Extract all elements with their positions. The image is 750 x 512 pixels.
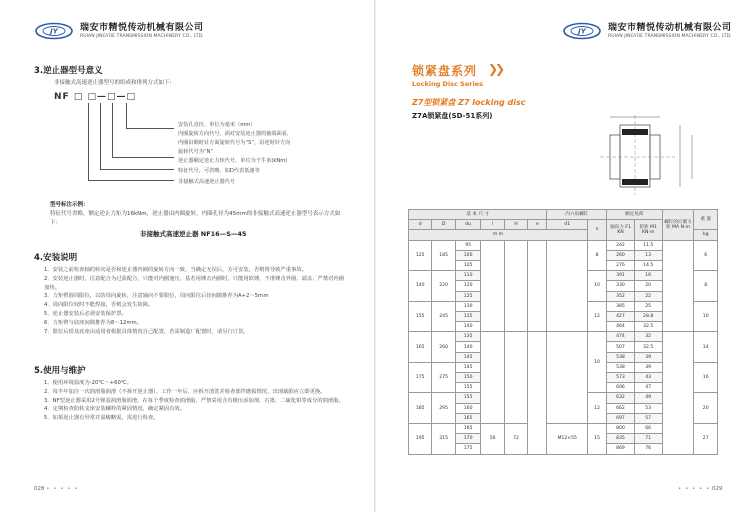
example-code: 非接触式高速逆止器 NF16—S—45 [140,230,247,238]
header-weight: 重 量 [694,210,718,230]
table-cell: 315 [432,423,455,454]
list-item: 4．周向限位铰时不能焊接，否则会发生故障。 [44,302,154,309]
table-cell: 16 [634,271,662,281]
table-cell: 145 [455,352,481,362]
table-cell: 275 [432,362,455,393]
table-cell: 15 [587,423,606,454]
list-item: 6．力矩臂与底座间隙推荐为8～12mm。 [44,319,142,326]
list-item: 1．使用环境温度为-20℃～+60℃。 [44,380,133,386]
table-cell: 10 [587,271,606,302]
table-cell: 835 [607,434,635,444]
table-cell: 14 [694,332,718,363]
table-cell [547,240,587,332]
table-cell: 330 [607,281,635,291]
table-cell: 352 [607,291,635,301]
table-cell [481,240,504,332]
table-cell [662,240,694,332]
company-name-cn: 瑞安市精悦传动机械有限公司 [80,22,204,33]
list-item: 5．如果逆止器有异常并温峻略需，需进行检查。 [44,415,159,422]
table-cell: 120 [455,281,481,291]
section3-intro: 非接触式高速逆止器型号的组成和排列方式如下: [54,80,172,86]
section4-list [44,266,344,336]
company-name-cn: 瑞安市精悦传动机械有限公司 [608,22,732,33]
table-cell: 155 [409,301,432,332]
spec-table-body [409,240,718,454]
brand-header-left [34,22,204,40]
unit-row: m m [409,230,588,240]
table-cell: 427 [607,311,635,321]
list-item: 5．逆止器安装后必须安装保护罩。 [44,310,127,317]
col-header: d [409,220,432,230]
page-number: 029 [711,486,723,492]
code-line: 内圈沿顺时针方面旋转代号为“S”，沿逆时针方向 [178,140,291,146]
table-cell: 155 [455,393,481,403]
type-subtitle: Z7A锁紧盘(SD-51系列) [412,112,493,120]
table-cell: 25 [634,301,662,311]
col-header: d1 [547,220,587,230]
col-header: D [432,220,455,230]
table-cell: 47 [634,383,662,393]
table-cell: 385 [607,301,635,311]
example-title: 型号标注示例： [50,202,89,208]
page-number-left [34,486,78,492]
table-cell: 464 [607,322,635,332]
table-cell: 20 [634,281,662,291]
table-cell: 100 [455,250,481,260]
spec-table [408,209,718,455]
table-cell: 76 [634,444,662,454]
list-item: 2．每半年加注一次润滑脂润滑（不拆开逆止器），工作一年后，应拆开清洗并检查部件磨损情况，出现缺陷应立即更换。 [44,388,326,395]
table-cell: 538 [607,362,635,372]
table-cell: M12×55 [547,423,587,454]
code-line: 内圈旋转方向代号，面对安装逆止器的轴端面看， [178,131,293,137]
table-cell: 57 [634,413,662,423]
table-cell: 140 [455,342,481,352]
table-cell: 507 [607,342,635,352]
table-cell: 135 [455,332,481,342]
table-cell: 140 [409,271,432,302]
table-cell [662,332,694,454]
table-cell: 260 [607,250,635,260]
table-cell: 185 [432,240,455,271]
table-cell: 27 [694,423,718,454]
table-cell: 13 [634,250,662,260]
series-title-cn: 锁紧盘系列 [412,64,478,78]
table-cell: 391 [607,271,635,281]
table-cell: 28.8 [634,311,662,321]
table-cell: 125 [455,291,481,301]
table-cell: 11.5 [634,240,662,250]
list-item: 4．定期检查防转支座安装螺栓的紧固情况，确定紧固有效。 [44,406,186,413]
col-header: l [481,220,504,230]
table-cell: 260 [432,332,455,363]
table-cell [481,332,504,424]
col-header: du [455,220,481,230]
list-item: 3．NF型逆止器采用2号锂基润滑脂润滑，在每个季度检查润滑脂，严禁采用含有极压添加剂、石墨、二硫化钼等成分的润滑脂。 [44,397,344,404]
company-logo [34,22,74,40]
table-cell [504,240,527,332]
table-cell: 39 [634,352,662,362]
model-code: NF □ □—□—□ [54,92,136,102]
table-cell: 606 [607,383,635,393]
svg-text:JY: JY [50,27,58,36]
table-cell: 242 [607,240,635,250]
table-cell [528,240,547,332]
list-item: 3．力矩臂圆周限位，以防周向旋转，注意轴向不要限位，周向限位后铰间隙推荐为A+2～5mm [44,293,269,300]
type-title: Z7型锁紧盘 Z7 locking disc [412,98,526,107]
table-cell: 220 [432,271,455,302]
table-cell: 869 [607,444,635,454]
table-cell: 16 [694,362,718,393]
table-cell: 8 [587,240,606,271]
company-logo [562,22,602,40]
table-cell: 800 [607,423,635,433]
table-cell: 95 [455,240,481,250]
table-cell: 165 [455,413,481,423]
table-cell: 72 [504,423,527,454]
table-cell: 140 [455,322,481,332]
col-header: 轴向力 F1 KN [607,220,635,240]
table-cell: 6 [694,240,718,271]
code-line: 旋转代号为“N” [178,149,214,155]
page-number-right [678,486,722,492]
company-name-en: RUIAN JINGYUE TRANSMISSION MACHINERY CO., LTD. [608,33,732,39]
table-cell: 12 [587,301,606,332]
table-cell: 53 [634,403,662,413]
example-body: 特征代号省略，额定逆止力矩为16kNm，逆止器由内圈旋转，内圈孔径为45mm的非接触式高速逆止器型号表示方式如下： [50,211,341,226]
table-cell: 276 [607,260,635,270]
list-item: 2．安装逆止器时，注意配合为过盈配合，只能对内圈施压，基若用锤击内圈时，只能用软锤，不准锤击外圈、端盖、严禁对内圈加热。 [44,275,344,291]
code-line: 安装孔直径，单位为毫米（mm） [178,122,256,128]
company-name-en: RUIAN JINGYUE TRANSMISSION MACHINERY CO., LTD. [80,33,204,39]
dots-decoration: • • • • • [46,486,79,492]
table-cell: 538 [607,352,635,362]
table-cell: 105 [455,260,481,270]
col-header: e [528,220,547,230]
header-load: 额定负荷 [607,210,662,220]
table-cell: 110 [455,271,481,281]
table-cell: 22 [634,291,662,301]
table-cell: 8 [694,271,718,302]
table-cell: 632 [607,393,635,403]
left-page [0,0,374,512]
header-dims: 基 本 尺 寸 [409,210,547,220]
table-cell [528,332,547,454]
section5-title: 5.使用与维护 [34,366,86,376]
table-cell: 474 [607,332,635,342]
table-cell: 56 [481,423,504,454]
table-cell: 43 [634,373,662,383]
table-cell: 155 [455,383,481,393]
table-cell: 175 [409,362,432,393]
code-line: 逆止器额定逆止力矩代号，单位为千牛米(kNm) [178,158,288,164]
table-cell: 49 [634,393,662,403]
dots-decoration: • • • • • [678,486,711,492]
page-number: 028 [34,486,45,492]
table-cell: 20 [694,393,718,424]
table-cell: 145 [455,362,481,372]
table-cell: 66 [634,423,662,433]
table-cell: 71 [634,434,662,444]
table-cell: 662 [607,403,635,413]
table-cell: 150 [455,373,481,383]
weight-unit: kg [694,230,718,240]
table-cell: 32 [634,332,662,342]
series-title-en: Locking Disc Series [412,80,483,88]
section3-title: 3.逆止器型号意义 [34,66,103,76]
table-cell: 170 [455,434,481,444]
chevron-right-icon: ❯❯ [488,62,503,76]
table-cell: 175 [455,444,481,454]
svg-text:JY: JY [578,27,586,36]
brand-header-right [562,22,732,40]
header-bolt: 内六角螺钉 [547,210,607,220]
code-line: 特征代号，可省略，如D代表低速等 [178,168,260,174]
col-header: H [504,220,527,230]
table-cell: 165 [409,332,432,363]
table-cell [547,332,587,424]
table-cell: 573 [607,373,635,383]
header-torque: 螺钉的拧紧力矩 MA N·m [662,210,694,241]
table-cell: 10 [694,301,718,332]
table-row [409,240,718,250]
table-cell: 39 [634,362,662,372]
table-cell: 165 [455,423,481,433]
table-cell: 295 [432,393,455,424]
list-item: 7．限位后铁及底座由适用者根据具体情况自己配置，若需制造厂配置时，请另行订货。 [44,328,249,335]
table-cell: 32.5 [634,322,662,332]
table-cell: 195 [409,423,432,454]
table-cell: 185 [409,393,432,424]
bracket-line [88,103,174,181]
section4-title: 4.安装说明 [34,253,78,263]
col-header: n [587,220,606,240]
col-header: 扭矩 M1 KN·m [634,220,662,240]
table-cell: 32.5 [634,342,662,352]
list-item: 1．安装之前检查轴的转向是否和逆止器内圈的旋转方向一致，当确定无误后，方可安装，否则将导致严重事故。 [44,267,307,273]
table-cell: 697 [607,413,635,423]
table-cell: 245 [432,301,455,332]
table-row [409,332,718,342]
table-cell: 12 [587,393,606,424]
table-cell: 130 [455,301,481,311]
table-cell [504,332,527,424]
locking-disc-drawing [580,105,720,200]
table-cell: 160 [455,403,481,413]
table-cell: 14.5 [634,260,662,270]
section5-list [44,379,344,423]
table-cell: 10 [587,332,606,393]
table-cell: 125 [409,240,432,271]
code-line: 非接触式高速逆止器代号 [178,179,236,185]
table-cell: 135 [455,311,481,321]
